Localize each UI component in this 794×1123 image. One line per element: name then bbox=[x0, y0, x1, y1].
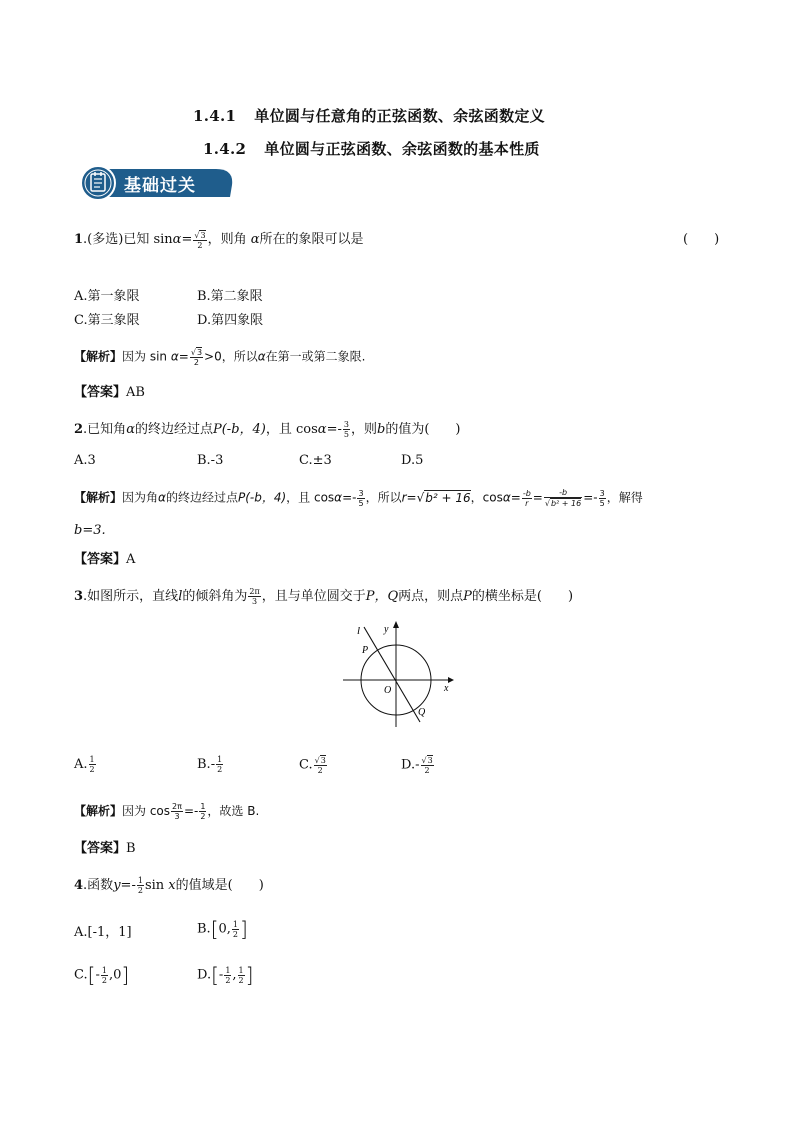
figure-label-o: O bbox=[384, 685, 392, 696]
question-4 bbox=[74, 874, 264, 895]
q2-analysis-sqrt: b² + 16 bbox=[425, 490, 471, 505]
unit-circle-figure bbox=[340, 618, 460, 730]
q3-opt-d-frac: $\frac{√3}{2}$ bbox=[421, 756, 433, 775]
q4-x: x bbox=[168, 878, 176, 893]
q3-an-f1-num: 2π bbox=[172, 802, 182, 811]
q3-p: P bbox=[463, 589, 472, 604]
q2-analysis-d: ，所以 bbox=[365, 490, 402, 505]
q4-opt-d-num-2: 1 bbox=[238, 965, 244, 975]
q4-option-a: A.[-1，1] bbox=[74, 925, 132, 940]
q2-answer-label: 【答案】 bbox=[74, 552, 127, 567]
q4-opt-d-lbracket: [ bbox=[211, 963, 219, 987]
q4-opt-c-rbracket: ] bbox=[121, 963, 130, 987]
q3-frac-num: 2π bbox=[249, 587, 260, 596]
q3-analysis-label: 【解析】 bbox=[74, 804, 123, 818]
question-2 bbox=[74, 418, 460, 439]
q2-an-f1-num: 3 bbox=[358, 488, 364, 498]
q2-an-f3-den: b² + 16 bbox=[550, 499, 582, 508]
q3-analysis-b: =- bbox=[183, 804, 199, 818]
q4-fraction bbox=[137, 876, 144, 895]
q4-opt-b-prefix: B. bbox=[197, 921, 211, 937]
q3-analysis-c: ，故选 B. bbox=[207, 804, 260, 818]
q3-pq: P，Q bbox=[365, 589, 399, 604]
q3-fraction bbox=[248, 587, 260, 606]
question-4-number: 4 bbox=[74, 878, 84, 893]
q1-text-c: 所在的象限可以是 bbox=[259, 232, 364, 247]
q2-analysis-j: ，解得 bbox=[606, 490, 643, 505]
q2-analysis-point: P(-b，4) bbox=[237, 490, 287, 505]
q3-opt-a-prefix: A. bbox=[74, 757, 88, 772]
q2-analysis-b: 的终边经过点 bbox=[165, 490, 238, 505]
q1-analysis bbox=[74, 347, 366, 367]
q1-analysis-c: 在第一或第二象限. bbox=[265, 349, 366, 364]
q1-frac-den: 2 bbox=[197, 240, 203, 250]
q4-opt-d-den-1: 2 bbox=[225, 975, 231, 985]
q2-frac-num: 3 bbox=[343, 420, 349, 429]
q3-answer-label: 【答案】 bbox=[74, 841, 127, 856]
q3-opt-c-num: 3 bbox=[320, 756, 326, 765]
q2-alpha-2: α bbox=[317, 422, 327, 437]
q1-eq: = bbox=[181, 232, 193, 247]
q2-analysis: 【解析】因为角α的终边经过点P(-b，4)，且 cosα=- $\frac{3}{5}$ ，所以r=√b² + 16，cosα= $\frac{-b}{r}$ = $\frac{-b}{\text{√b² + 16}}$ =- $\frac{3}{5}$ ，解得 bbox=[74, 488, 643, 508]
q4-text-c: sin bbox=[144, 878, 165, 893]
q2-option-a: A.3 bbox=[74, 453, 96, 468]
banner-text: 基础过关 bbox=[124, 176, 196, 196]
q2-analysis-alpha-2: α bbox=[334, 490, 343, 505]
q4-opt-c-num: 1 bbox=[101, 965, 107, 975]
q3-opt-a-den: 2 bbox=[89, 765, 95, 774]
q4-opt-b-lbracket: [ bbox=[210, 917, 219, 941]
q4-opt-d-neg: - bbox=[218, 967, 224, 983]
q1-alpha-2: α bbox=[250, 232, 260, 247]
q4-option-b bbox=[197, 917, 248, 941]
q4-y: y bbox=[113, 878, 121, 893]
q2-an-f2-den: r bbox=[525, 498, 529, 508]
q1-analysis-b: >0，所以 bbox=[204, 349, 258, 364]
title-2-number: 1.4.2 bbox=[203, 140, 247, 158]
figure-label-p: P bbox=[362, 645, 369, 656]
q3-option-c bbox=[299, 755, 328, 775]
q4-opt-b-num: 1 bbox=[232, 919, 238, 929]
y-axis-arrow bbox=[393, 621, 399, 628]
q2-analysis-label: 【解析】 bbox=[74, 490, 123, 505]
figure-label-l: l bbox=[357, 625, 361, 637]
q2-analysis-c: ，且 cos bbox=[286, 490, 335, 505]
q1-analysis-alpha-2: α bbox=[257, 349, 266, 364]
q2-frac-den: 5 bbox=[343, 430, 349, 439]
q3-opt-b-neg: - bbox=[210, 757, 216, 772]
x-axis-arrow bbox=[448, 677, 454, 683]
q4-option-d bbox=[197, 963, 253, 987]
q2-text-a: .已知角 bbox=[83, 422, 127, 437]
q3-opt-b-prefix: B. bbox=[197, 757, 211, 772]
q1-analysis-num: 3 bbox=[196, 348, 203, 357]
q3-analysis-a: 因为 cos bbox=[122, 804, 171, 818]
q4-opt-d-prefix: D. bbox=[197, 967, 212, 983]
q3-opt-a-num: 1 bbox=[89, 755, 95, 764]
q2-an-f4-num: 3 bbox=[599, 488, 605, 498]
q3-opt-b-num: 1 bbox=[217, 755, 223, 764]
q1-analysis-alpha: α bbox=[170, 349, 179, 364]
q3-answer-value: B bbox=[126, 841, 136, 856]
q3-option-a bbox=[74, 755, 97, 774]
q3-analysis bbox=[74, 802, 259, 821]
q3-opt-d-neg: - bbox=[415, 757, 420, 773]
q2-text-c: ，且 cos bbox=[265, 422, 318, 437]
q2-text-b: 的终边经过点 bbox=[134, 422, 213, 437]
title-1-number: 1.4.1 bbox=[193, 107, 237, 125]
q1-alpha: α bbox=[172, 232, 182, 247]
q2-analysis-alpha: α bbox=[158, 490, 166, 505]
q1-text-b: ，则角 bbox=[207, 232, 247, 247]
q3-l: l bbox=[178, 589, 183, 604]
q2-alpha: α bbox=[126, 422, 135, 437]
title-1-text: 单位圆与任意角的正弦函数、余弦函数定义 bbox=[254, 107, 545, 125]
q2-analysis-frac-3: $\frac{-b}{\text{√b² + 16}}$ bbox=[544, 488, 582, 508]
question-3-number: 3 bbox=[74, 589, 84, 604]
answer-label: 【答案】 bbox=[74, 385, 127, 400]
q4-opt-c-lbracket: [ bbox=[87, 963, 96, 987]
q1-analysis-fraction: $\frac{√3}{2}$ bbox=[190, 348, 203, 367]
q1-text-a: .(多选)已知 sin bbox=[83, 232, 173, 247]
figure-label-x: x bbox=[444, 683, 449, 694]
q3-opt-d-den: 2 bbox=[424, 766, 430, 775]
line-l bbox=[364, 627, 420, 722]
q2-b: b bbox=[376, 422, 386, 437]
q4-opt-d-frac-2 bbox=[238, 966, 245, 985]
q3-opt-c-frac: $\frac{√3}{2}$ bbox=[314, 756, 326, 775]
q3-opt-a-frac bbox=[89, 755, 96, 774]
q1-option-c: C.第三象限 bbox=[74, 313, 140, 328]
q3-opt-d-num: 3 bbox=[427, 756, 433, 765]
q1-frac-num: 3 bbox=[200, 230, 206, 240]
q2-option-b: B.-3 bbox=[197, 453, 224, 468]
q4-opt-d-num-1: 1 bbox=[225, 965, 231, 975]
analysis-label: 【解析】 bbox=[74, 349, 123, 364]
q3-opt-b-den: 2 bbox=[217, 765, 223, 774]
q1-option-b: B.第二象限 bbox=[197, 289, 263, 304]
figure-label-q: Q bbox=[418, 707, 426, 718]
q4-text-d: 的值域是( ) bbox=[175, 878, 264, 893]
q3-an-f1-den: 3 bbox=[174, 812, 180, 821]
q2-analysis-e: ，cos bbox=[470, 490, 503, 505]
q2-analysis-alpha-3: α bbox=[502, 490, 511, 505]
q3-answer bbox=[74, 837, 136, 856]
q2-analysis-end bbox=[74, 523, 106, 538]
q3-text-b: 的倾斜角为 bbox=[182, 589, 248, 604]
q3-option-d bbox=[401, 755, 435, 775]
q4-opt-c-den: 2 bbox=[101, 975, 107, 985]
q3-frac-den: 3 bbox=[252, 597, 258, 606]
q1-answer-value: AB bbox=[126, 385, 145, 400]
q3-analysis-frac-1 bbox=[171, 802, 183, 821]
question-1 bbox=[74, 228, 364, 250]
q4-opt-b-den: 2 bbox=[232, 929, 238, 939]
q1-analysis-eq: = bbox=[178, 349, 189, 364]
q2-text-d: =- bbox=[326, 422, 342, 437]
q3-text-a: .如图所示，直线 bbox=[83, 589, 179, 604]
question-1-number: 1 bbox=[74, 232, 84, 247]
figure-label-y: y bbox=[384, 624, 389, 635]
q4-frac-den: 2 bbox=[137, 886, 143, 895]
q2-text-f: 的值为( ) bbox=[385, 422, 461, 437]
q2-analysis-r: r= bbox=[401, 490, 417, 505]
q2-analysis-eq-2: =- bbox=[583, 490, 598, 505]
q2-analysis-frac-4 bbox=[599, 489, 606, 508]
q2-analysis-end-text: b=3. bbox=[74, 523, 106, 538]
q3-opt-d-prefix: D. bbox=[401, 757, 416, 773]
q2-option-c: C.±3 bbox=[299, 453, 332, 468]
q3-option-b bbox=[197, 755, 224, 774]
q2-option-d: D.5 bbox=[401, 453, 424, 468]
q2-point: P(-b，4) bbox=[212, 422, 266, 437]
title-2-text: 单位圆与正弦函数、余弦函数的基本性质 bbox=[264, 140, 540, 158]
q2-answer bbox=[74, 548, 135, 567]
q3-opt-c-prefix: C. bbox=[299, 757, 313, 773]
q4-opt-d-frac-1 bbox=[224, 966, 231, 985]
q2-an-f1-den: 5 bbox=[358, 498, 364, 508]
q3-opt-b-frac bbox=[216, 755, 223, 774]
q4-text-b: =- bbox=[120, 878, 136, 893]
q4-option-c bbox=[74, 963, 129, 987]
q3-text-d: 两点，则点 bbox=[398, 589, 464, 604]
q4-opt-b-frac bbox=[232, 920, 239, 939]
q1-analysis-den: 2 bbox=[193, 358, 199, 367]
question-3 bbox=[74, 585, 573, 606]
q4-opt-d-rbracket: ] bbox=[245, 963, 254, 987]
section-title-1 bbox=[193, 105, 545, 126]
q2-analysis-frac-2 bbox=[522, 489, 532, 508]
q4-opt-d-den-2: 2 bbox=[238, 975, 244, 985]
q2-text-e: ，则 bbox=[350, 422, 377, 437]
q2-analysis-frac-1 bbox=[357, 489, 364, 508]
q3-an-f2-den: 2 bbox=[200, 812, 206, 821]
q1-fraction: $\frac{√3}{2}$ bbox=[194, 230, 206, 250]
q4-opt-c-frac bbox=[101, 966, 108, 985]
q4-opt-c-inner: ,0 bbox=[108, 967, 122, 983]
q1-option-d: D.第四象限 bbox=[197, 313, 264, 328]
q3-text-e: 的横坐标是( ) bbox=[471, 589, 574, 604]
q3-analysis-frac-2 bbox=[199, 802, 206, 821]
q2-an-f4-den: 5 bbox=[599, 498, 605, 508]
q3-text-c: ，且与单位圆交于 bbox=[261, 589, 366, 604]
q2-an-f3-num: -b bbox=[544, 488, 582, 498]
question-2-number: 2 bbox=[74, 422, 84, 437]
q4-opt-b-rbracket: ] bbox=[240, 917, 248, 941]
q3-opt-c-den: 2 bbox=[317, 766, 323, 775]
q4-opt-c-neg: - bbox=[95, 967, 100, 983]
q3-an-f2-num: 1 bbox=[200, 802, 206, 811]
q4-text-a: .函数 bbox=[83, 878, 114, 893]
q1-answer bbox=[74, 381, 145, 400]
q4-frac-num: 1 bbox=[137, 876, 143, 885]
q2-answer-value: A bbox=[126, 552, 136, 567]
q4-opt-b-inner: 0, bbox=[218, 921, 231, 937]
q2-analysis-a: 因为角 bbox=[122, 490, 159, 505]
q4-opt-c-prefix: C. bbox=[74, 967, 88, 983]
q2-fraction bbox=[343, 420, 350, 439]
q1-option-a: A.第一象限 bbox=[74, 289, 140, 304]
section-title-2 bbox=[203, 138, 540, 159]
q4-opt-d-comma: , bbox=[232, 967, 237, 983]
q1-analysis-a: 因为 sin bbox=[122, 349, 168, 364]
q1-answer-paren: ( ) bbox=[683, 232, 720, 247]
q2-an-f2-num: -b bbox=[522, 488, 531, 498]
q2-analysis-eq: =- bbox=[342, 490, 357, 505]
